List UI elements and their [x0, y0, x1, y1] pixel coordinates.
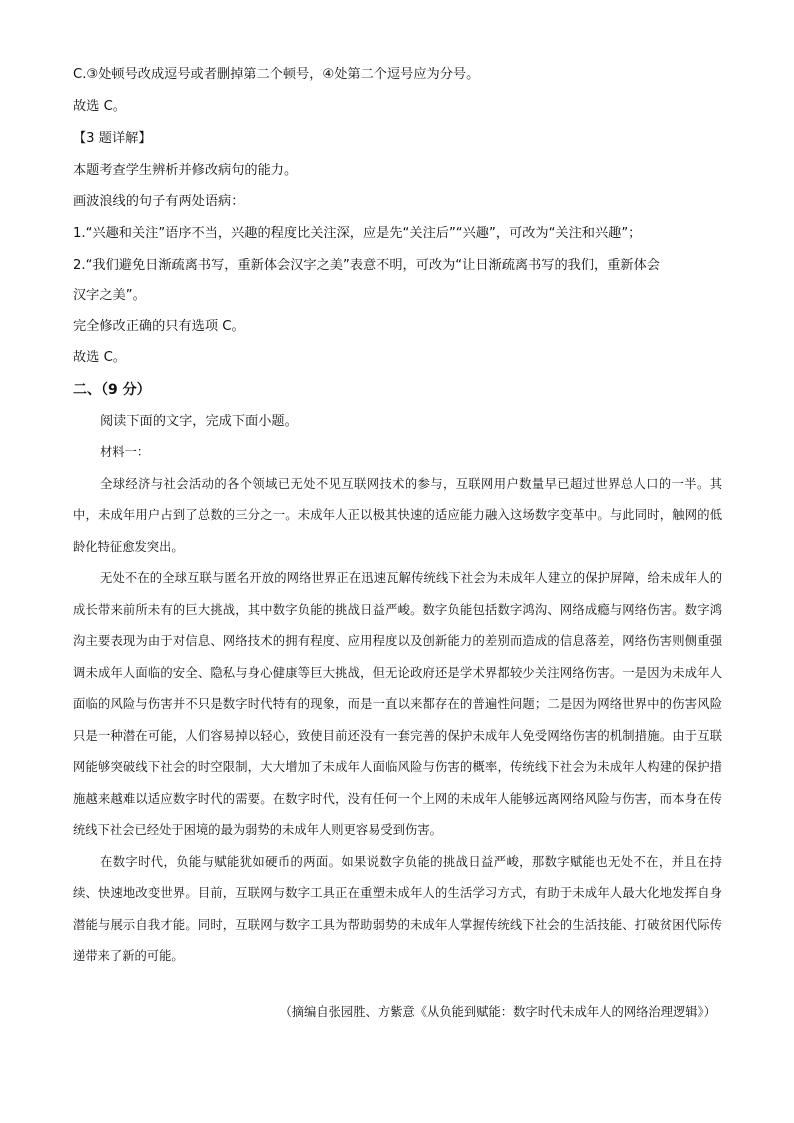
material-paragraph-3: 在数字时代，负能与赋能犹如硬币的两面。如果说数字负能的挑战日益严峻，那数字赋能也无处不在，并且在持续、快速地改变世界。目前，互联网与数字工具正在重塑未成年人的生活学习方式，有助于未成年人最大化地发挥自身潜能与展示自我才能。同时，互联网与数字工具为帮助弱势的未成年人掌握传统线下社会的生活技能、打破贫困代际传递带来了新的可能。	[73, 854, 722, 963]
material-paragraph-2: 无处不在的全球互联与匿名开放的网络世界正在迅速瓦解传统线下社会为未成年人建立的保护屏障，给未成年人的成长带来前所未有的巨大挑战，其中数字负能的挑战日益严峻。数字负能包括数字鸿沟、网络成瘾与网络伤害。数字鸿沟主要表现为由于对信息、网络技术的拥有程度、应用程度以及创新能力的差别而造成的信息落差，网络伤害则侧重强调未成年人面临的安全、隐私与身心健康等巨大挑战，但无论政府还是学术界都较少关注网络伤害。一是因为未成年人面临的风险与伤害并不只是数字时代特有的现象，而是一直以来都存在的普遍性问题；二是因为网络世界中的伤害风险只是一种潜在可能，人们容易掉以轻心，致使目前还没有一套完善的保护未成年人免受网络伤害的机制措施。由于互联网能够突破线下社会的时空限制，大大增加了未成年人面临风险与伤害的概率，传统线下社会为未成年人构建的保护措施越来越难以适应数字时代的需要。在数字时代，没有任何一个上网的未成年人能够远离网络风险与伤害，而本身在传统线下社会已经处于困境的最为弱势的未成年人则更容易受到伤害。	[73, 571, 722, 837]
grammar-error-2-line-2: 汉字之美”。	[73, 288, 146, 303]
question-3-ability: 本题考查学生辨析并修改病句的能力。	[73, 163, 298, 178]
material-paragraph-1: 全球经济与社会活动的各个领域已无处不见互联网技术的参与，互联网用户数量早已超过世界总人口的一半。其中，未成年用户占到了总数的三分之一。未成年人正以极其快速的适应能力融入这场数字变革中。与此同时，触网的低龄化特征愈发突出。	[73, 476, 722, 554]
material-source-citation: （摘编自张园胜、方紫意《从负能到赋能：数字时代未成年人的网络治理逻辑》）	[279, 1005, 716, 1019]
material-label: 材料一：	[100, 445, 150, 459]
answer-choice-c: 故选 C。	[73, 99, 126, 114]
fully-correct-statement: 完全修改正确的只有选项 C。	[73, 319, 245, 334]
grammar-error-1: 1.“兴趣和关注”语序不当，兴趣的程度比关注深，应是先“关注后”“兴趣”，可改为“关注和兴趣”；	[73, 226, 642, 241]
wavy-line-intro: 画波浪线的句子有两处语病：	[73, 194, 245, 209]
answer-option-c-explanation: C.③处顿号改成逗号或者删掉第二个顿号，④处第二个逗号应为分号。	[73, 67, 480, 82]
reading-material	[73, 437, 722, 973]
grammar-error-2-line-1: 2.“我们避免日渐疏离书写，重新体会汉字之美”表意不明，可改为“让日渐疏离书写的我们，重新体会	[73, 258, 660, 273]
part-two-heading: 二、（9 分）	[73, 382, 151, 398]
question-3-heading: 【3 题详解】	[73, 131, 152, 146]
answer-choice-c-final: 故选 C。	[73, 350, 126, 365]
reading-instruction: 阅读下面的文字，完成下面小题。	[100, 414, 298, 429]
